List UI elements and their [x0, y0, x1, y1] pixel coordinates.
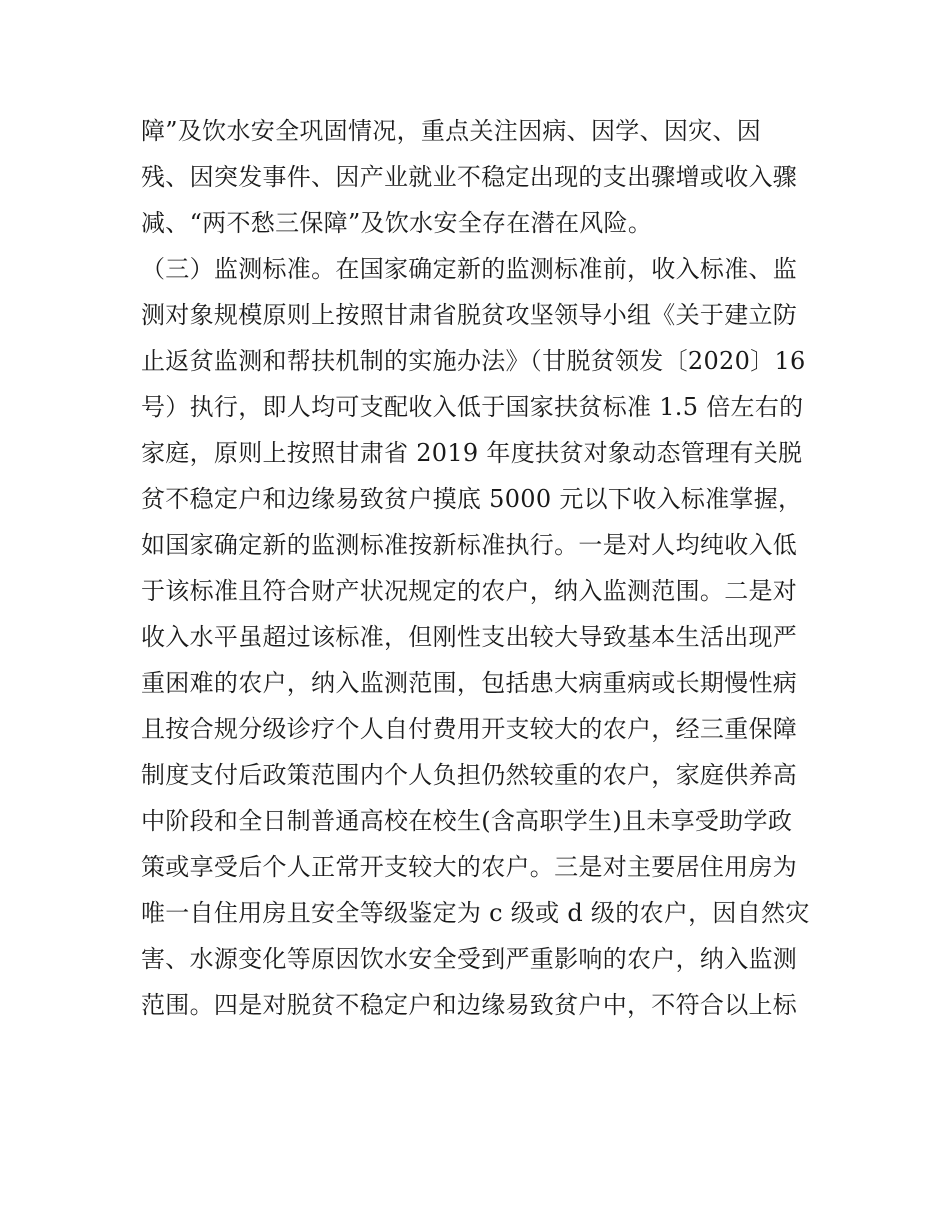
text-line: 贫不稳定户和边缘易致贫户摸底 5000 元以下收入标准掌握，: [141, 485, 803, 513]
text-line: 残、因突发事件、因产业就业不稳定出现的支出骤增或收入骤: [141, 163, 798, 191]
text-line: 害、水源变化等原因饮水安全受到严重影响的农户，纳入监测: [141, 945, 798, 973]
text-line: 家庭，原则上按照甘肃省 2019 年度扶贫对象动态管理有关脱: [141, 439, 803, 467]
text-line: 唯一自住用房且安全等级鉴定为 c 级或 d 级的农户，因自然灾: [141, 899, 810, 927]
text-line: 于该标准且符合财产状况规定的农户，纳入监测范围。二是对: [141, 577, 798, 605]
text-line: 号）执行，即人均可支配收入低于国家扶贫标准 1.5 倍左右的: [141, 393, 804, 421]
text-line: 且按合规分级诊疗个人自付费用开支较大的农户，经三重保障: [141, 715, 798, 743]
text-line: 重困难的农户，纳入监测范围，包括患大病重病或长期慢性病: [141, 669, 798, 697]
text-line: 中阶段和全日制普通高校在校生(含高职学生)且未享受助学政: [141, 807, 793, 835]
text-line: 范围。四是对脱贫不稳定户和边缘易致贫户中，不符合以上标: [141, 991, 798, 1019]
text-line: 测对象规模原则上按照甘肃省脱贫攻坚领导小组《关于建立防: [141, 301, 798, 329]
text-line: 如国家确定新的监测标准按新标准执行。一是对人均纯收入低: [141, 531, 798, 559]
text-line: （三）监测标准。在国家确定新的监测标准前，收入标准、监: [141, 255, 798, 283]
text-line: 减、“两不愁三保障”及饮水安全存在潜在风险。: [141, 209, 653, 237]
text-line: 制度支付后政策范围内个人负担仍然较重的农户，家庭供养高: [141, 761, 798, 789]
body-text: [141, 108, 821, 1028]
text-line: 收入水平虽超过该标准，但刚性支出较大导致基本生活出现严: [141, 623, 798, 651]
text-line: 障”及饮水安全巩固情况，重点关注因病、因学、因灾、因: [141, 117, 762, 145]
text-line: 策或享受后个人正常开支较大的农户。三是对主要居住用房为: [141, 853, 798, 881]
text-line: 止返贫监测和帮扶机制的实施办法》（甘脱贫领发〔2020〕16: [141, 347, 806, 375]
